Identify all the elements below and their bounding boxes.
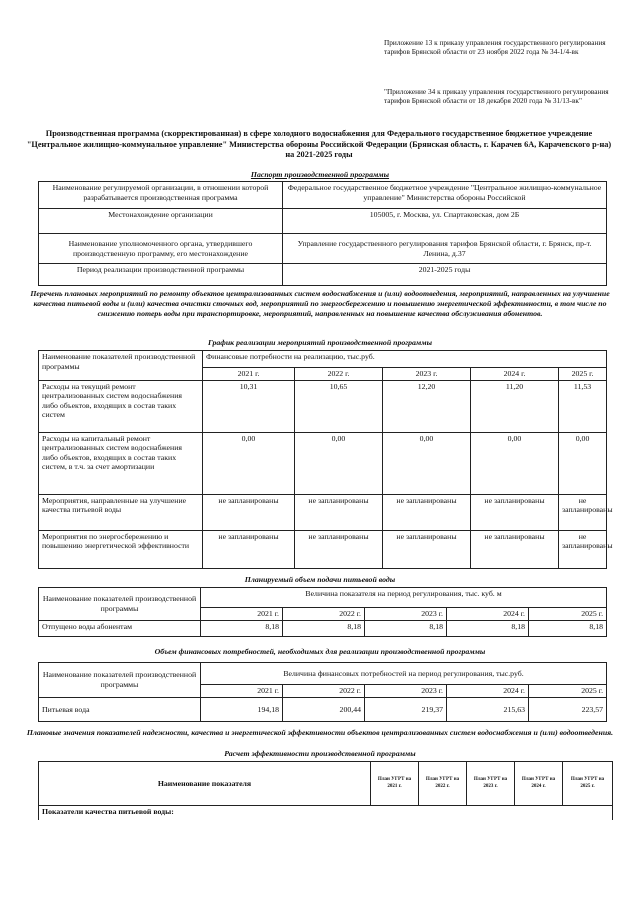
year-header: 2024 г. (447, 685, 529, 698)
value-cell: 8,18 (201, 621, 283, 637)
year-header: 2021 г. (203, 368, 295, 381)
passport-value: Федеральное государственное бюджетное учреждение "Центральное жилищно-коммунальное управление" Министерства обороны Российской (283, 182, 607, 209)
passport-heading: Паспорт производственной программы (250, 170, 390, 179)
plan-header: План УГРТ на 2021 г. (371, 762, 419, 806)
column-header: Наименование показателей производственной программы (39, 663, 201, 698)
value-cell: 11,20 (471, 380, 559, 432)
year-header: 2025 г. (529, 685, 607, 698)
year-header: 2021 г. (201, 685, 283, 698)
value-cell: не запланированы (559, 530, 607, 568)
finance-heading: Объем финансовых потребностей, необходимых для реализации производственной программы (154, 647, 486, 656)
value-cell: 200,44 (283, 698, 365, 722)
value-cell: 0,00 (203, 432, 295, 494)
value-cell: не запланированы (471, 494, 559, 530)
year-header: 2024 г. (447, 608, 529, 621)
value-cell: не запланированы (383, 530, 471, 568)
passport-table (38, 181, 607, 286)
value-cell: не запланированы (295, 494, 383, 530)
plan-header: План УГРТ на 2022 г. (419, 762, 467, 806)
value-cell: 0,00 (471, 432, 559, 494)
year-header: 2022 г. (283, 685, 365, 698)
year-header: 2023 г. (365, 685, 447, 698)
value-cell: не запланированы (383, 494, 471, 530)
table-row (39, 530, 607, 568)
column-header: Наименование показателя (39, 762, 371, 806)
value-cell: 219,37 (365, 698, 447, 722)
value-cell: 10,31 (203, 380, 295, 432)
value-cell: не запланированы (471, 530, 559, 568)
year-header: 2024 г. (471, 368, 559, 381)
value-cell: 8,18 (283, 621, 365, 637)
value-cell: не запланированы (559, 494, 607, 530)
group-header: Величина финансовых потребностей на период регулирования, тыс.руб. (201, 663, 607, 685)
measures-heading: Перечень плановых мероприятий по ремонту объектов централизованных систем водоснабжения и (или) водоотведения, мероприятий, направленных на улучшение качества питьевой воды и (или) качества очистки сточных вод, мероприятий по энергосбережению и повышению энергетической эффективности, в том числе по снижению потерь воды при транспортировке, мероприятий, направленных на повышение качества обслуживания абонентов. (30, 289, 610, 318)
value-cell: 223,57 (529, 698, 607, 722)
row-label: Питьевая вода (39, 698, 201, 722)
measures-subheading: График реализации мероприятий производственной программы (207, 338, 433, 347)
value-cell: не запланированы (295, 530, 383, 568)
year-header: 2025 г. (559, 368, 607, 381)
value-cell: 194,18 (201, 698, 283, 722)
year-header: 2023 г. (383, 368, 471, 381)
row-label: Мероприятия, направленные на улучшение качества питьевой воды (39, 494, 203, 530)
annex-note-current: Приложение 13 к приказу управления государственного регулирования тарифов Брянской области от 23 ноября 2022 года № 34-1/4-вк (384, 38, 606, 56)
value-cell: 0,00 (295, 432, 383, 494)
row-label: Мероприятия по энергосбережению и повышению энергетической эффективности (39, 530, 203, 568)
table-row (39, 698, 607, 722)
value-cell: не запланированы (203, 494, 295, 530)
year-header: 2022 г. (283, 608, 365, 621)
passport-row (39, 209, 607, 234)
row-label: Отпущено воды абонентам (39, 621, 201, 637)
passport-value: Управление государственного регулирования тарифов Брянской области, г. Брянск, пр-т. Ленина, д.37 (283, 234, 607, 264)
table-row (39, 494, 607, 530)
reliability-table (38, 761, 613, 820)
finance-table (38, 662, 607, 722)
table-row (39, 380, 607, 432)
table-row (39, 806, 613, 820)
year-header: 2021 г. (201, 608, 283, 621)
passport-row (39, 264, 607, 286)
row-label: Расходы на капитальный ремонт централизованных систем водоснабжения либо объектов, входящих в состав таких систем, в т.ч. за счет амортизации (39, 432, 203, 494)
value-cell: 8,18 (365, 621, 447, 637)
passport-label: Наименование регулируемой организации, в отношении которой разрабатывается производственная программа (39, 182, 283, 209)
value-cell: 11,53 (559, 380, 607, 432)
year-header: 2022 г. (295, 368, 383, 381)
passport-row (39, 182, 607, 209)
value-cell: 8,18 (529, 621, 607, 637)
volume-table (38, 587, 607, 637)
year-header: 2025 г. (529, 608, 607, 621)
passport-value: 105005, г. Москва, ул. Спартаковская, дом 2Б (283, 209, 607, 234)
row-label: Расходы на текущий ремонт централизованных систем водоснабжения либо объектов, входящих в состав таких систем (39, 380, 203, 432)
passport-row (39, 234, 607, 264)
value-cell: 12,20 (383, 380, 471, 432)
volume-heading: Планируемый объем подачи питьевой воды (244, 575, 396, 584)
value-cell: не запланированы (203, 530, 295, 568)
table-row (39, 432, 607, 494)
document-title: Производственная программа (скорректированная) в сфере холодного водоснабжения для Федерального государственное бюджетное учреждение "Центральное жилищно-коммунальное управление" Министерства обороны Российской Федерации (Брянская область, г. Карачев 6А, Карачевского р-на) на 2021-2025 годы (26, 129, 612, 159)
passport-label: Местонахождение организации (39, 209, 283, 234)
value-cell: 10,65 (295, 380, 383, 432)
plan-header: План УГРТ на 2025 г. (563, 762, 613, 806)
group-header: Финансовые потребности на реализацию, тыс.руб. (203, 351, 607, 368)
column-header: Наименование показателей производственной программы (39, 588, 201, 621)
group-header: Величина показателя на период регулирования, тыс. куб. м (201, 588, 607, 608)
reliability-heading: Плановые значения показателей надежности, качества и энергетической эффективности объектов централизованных систем водоснабжения и (или) водоотведения. (26, 728, 614, 737)
reliability-subheading: Расчет эффективности производственной программы (224, 749, 416, 758)
value-cell: 0,00 (559, 432, 607, 494)
measures-table (38, 350, 613, 569)
value-cell: 8,18 (447, 621, 529, 637)
passport-value: 2021-2025 годы (283, 264, 607, 286)
group-row-label: Показатели качества питьевой воды: (39, 806, 613, 820)
annex-note-original: "Приложение 34 к приказу управления государственного регулирования тарифов Брянской области от 18 декабря 2020 года № 31/13-вк" (384, 87, 609, 105)
passport-label: Период реализации производственной программы (39, 264, 283, 286)
value-cell: 215,63 (447, 698, 529, 722)
year-header: 2023 г. (365, 608, 447, 621)
value-cell: 0,00 (383, 432, 471, 494)
table-row (39, 621, 607, 637)
column-header: Наименование показателей производственной программы (39, 351, 203, 381)
passport-label: Наименование уполномоченного органа, утвердившего производственную программу, его местонахождение (39, 234, 283, 264)
plan-header: План УГРТ на 2023 г. (467, 762, 515, 806)
plan-header: План УГРТ на 2024 г. (515, 762, 563, 806)
